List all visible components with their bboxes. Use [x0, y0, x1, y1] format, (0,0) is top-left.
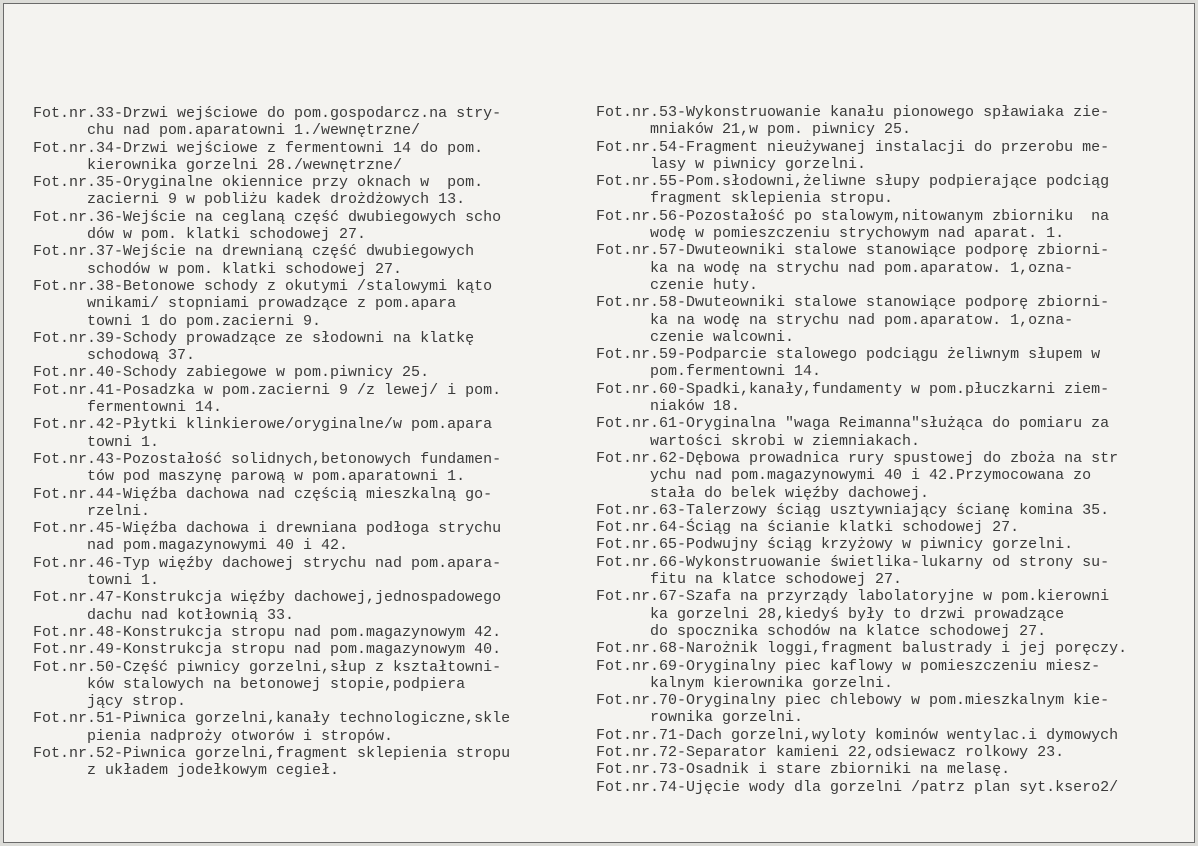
photo-entry	[33, 278, 593, 330]
entry-line: Fot.nr.39-Schody prowadzące ze słodowni na klatkę	[33, 329, 475, 347]
entry-line: Fot.nr.38-Betonowe schody z okutymi /stalowymi kąto	[33, 277, 493, 295]
entry-line: rzelni.	[33, 502, 151, 520]
typed-document-sheet	[3, 3, 1195, 843]
entry-line: ków stalowych na betonowej stopie,podpiera	[33, 675, 466, 693]
entry-line: Fot.nr.49-Konstrukcja stropu nad pom.magazynowym 40.	[33, 641, 502, 659]
entry-line: dachu nad kotłownią 33.	[33, 606, 295, 624]
entry-line: Fot.nr.46-Typ więźby dachowej strychu nad pom.apara-	[33, 554, 502, 572]
photo-entry	[596, 744, 1195, 761]
photo-entry	[596, 588, 1195, 640]
entry-line: Fot.nr.62-Dębowa prowadnica rury spustowej do zboża na str	[596, 449, 1119, 467]
entry-line: Fot.nr.70-Oryginalny piec chlebowy w pom.mieszkalnym kie-	[596, 692, 1110, 710]
entry-line: Fot.nr.55-Pom.słodowni,żeliwne słupy podpierające podciąg	[596, 173, 1110, 191]
entry-line: rownika gorzelni.	[596, 709, 804, 727]
entry-line: towni 1 do pom.zacierni 9.	[33, 312, 322, 330]
entry-line: mniaków 21,w pom. piwnicy 25.	[596, 121, 912, 139]
entry-line: wodę w pomieszczeniu strychowym nad aparat. 1.	[596, 225, 1065, 243]
entry-line: Fot.nr.41-Posadzka w pom.zacierni 9 /z lewej/ i pom.	[33, 381, 502, 399]
photo-entry	[33, 710, 593, 745]
photo-entry	[33, 745, 593, 780]
entry-line: wnikami/ stopniami prowadzące z pom.apara	[33, 295, 457, 313]
photo-entry	[596, 502, 1195, 519]
photo-entry	[596, 761, 1195, 778]
entry-line: Fot.nr.45-Więźba dachowa i drewniana podłoga strychu	[33, 520, 502, 538]
entry-line: Fot.nr.60-Spadki,kanały,fundamenty w pom.płuczkarni ziem-	[596, 380, 1110, 398]
photo-entry	[33, 330, 593, 365]
photo-entry	[596, 450, 1195, 502]
photo-entry	[33, 140, 593, 175]
entry-line: kierownika gorzelni 28./wewnętrzne/	[33, 156, 403, 174]
entry-line: towni 1.	[33, 572, 160, 590]
photo-entry	[33, 416, 593, 451]
photo-entry	[596, 692, 1195, 727]
entry-line: Fot.nr.42-Płytki klinkierowe/oryginalne/w pom.apara	[33, 416, 493, 434]
photo-entry	[596, 519, 1195, 536]
entry-line: pienia nadproży otworów i stropów.	[33, 727, 394, 745]
photo-entry	[33, 624, 593, 641]
photo-entry	[33, 105, 593, 140]
photo-entry	[596, 554, 1195, 589]
photo-entry	[596, 658, 1195, 693]
entry-line: lasy w piwnicy gorzelni.	[596, 155, 867, 173]
entry-line: Fot.nr.54-Fragment nieużywanej instalacji do przerobu me-	[596, 138, 1110, 156]
entry-line: Fot.nr.47-Konstrukcja więźby dachowej,jednospadowego	[33, 589, 502, 607]
entry-line: fitu na klatce schodowej 27.	[596, 571, 903, 589]
entry-line: Fot.nr.43-Pozostałość solidnych,betonowych fundamen-	[33, 450, 502, 468]
photo-entry	[596, 381, 1195, 416]
photo-entry	[33, 174, 593, 209]
entry-line: Fot.nr.65-Podwujny ściąg krzyżowy w piwnicy gorzelni.	[596, 536, 1074, 554]
entry-line: fermentowni 14.	[33, 399, 223, 417]
entry-line: Fot.nr.44-Więźba dachowa nad częścią mieszkalną go-	[33, 485, 493, 503]
entry-line: Fot.nr.69-Oryginalny piec kaflowy w pomieszczeniu miesz-	[596, 657, 1101, 675]
entry-line: Fot.nr.58-Dwuteowniki stalowe stanowiące podporę zbiorni-	[596, 294, 1110, 312]
entry-line: nad pom.magazynowymi 40 i 42.	[33, 537, 349, 555]
entry-line: niaków 18.	[596, 398, 741, 416]
entry-line: Fot.nr.35-Oryginalne okiennice przy oknach w pom.	[33, 174, 484, 192]
photo-entry	[33, 520, 593, 555]
photo-entry	[33, 641, 593, 658]
photo-entry	[596, 640, 1195, 657]
entry-line: ychu nad pom.magazynowymi 40 i 42.Przymocowana zo	[596, 467, 1092, 485]
entry-line: schodową 37.	[33, 347, 196, 365]
photo-entry	[33, 364, 593, 381]
entry-line: czenie walcowni.	[596, 328, 795, 346]
entry-line: Fot.nr.63-Talerzowy ściąg usztywniający ścianę komina 35.	[596, 501, 1110, 519]
entry-line: wartości skrobi w ziemniakach.	[596, 432, 921, 450]
entry-line: Fot.nr.68-Narożnik loggi,fragment balustrady i jej poręczy.	[596, 640, 1128, 658]
photo-entry	[596, 173, 1195, 208]
entry-line: zacierni 9 w pobliżu kadek drożdżowych 13.	[33, 191, 466, 209]
entry-line: Fot.nr.48-Konstrukcja stropu nad pom.magazynowym 42.	[33, 623, 502, 641]
entry-line: ka gorzelni 28,kiedyś były to drzwi prowadzące	[596, 605, 1065, 623]
entry-line: Fot.nr.33-Drzwi wejściowe do pom.gospodarcz.na stry-	[33, 105, 502, 122]
entry-line: czenie huty.	[596, 276, 759, 294]
photo-entry	[596, 104, 1195, 139]
entry-line: towni 1.	[33, 433, 160, 451]
entry-line: Fot.nr.66-Wykonstruowanie świetlika-lukarny od strony su-	[596, 553, 1110, 571]
photo-entry	[33, 243, 593, 278]
entry-line: jący strop.	[33, 693, 187, 711]
entry-line: z układem jodełkowym cegieł.	[33, 762, 340, 780]
entry-line: Fot.nr.53-Wykonstruowanie kanału pionowego spławiaka zie-	[596, 104, 1110, 121]
photo-entry	[33, 451, 593, 486]
entry-line: Fot.nr.73-Osadnik i stare zbiorniki na melasę.	[596, 761, 1011, 779]
entry-line: Fot.nr.74-Ujęcie wody dla gorzelni /patrz plan syt.ksero2/	[596, 778, 1119, 796]
entry-line: Fot.nr.59-Podparcie stalowego podciągu żeliwnym słupem w	[596, 346, 1101, 364]
entry-line: ka na wodę na strychu nad pom.aparatow. 1,ozna-	[596, 259, 1074, 277]
entry-line: Fot.nr.36-Wejście na ceglaną część dwubiegowych scho	[33, 208, 502, 226]
entry-line: dów w pom. klatki schodowej 27.	[33, 226, 367, 244]
entry-line: Fot.nr.71-Dach gorzelni,wyloty kominów wentylac.i dymowych	[596, 726, 1119, 744]
photo-entry	[596, 242, 1195, 294]
entry-line: stała do belek więźby dachowej.	[596, 484, 930, 502]
entry-line: Fot.nr.52-Piwnica gorzelni,fragment sklepienia stropu	[33, 744, 511, 762]
entry-line: Fot.nr.67-Szafa na przyrządy labolatoryjne w pom.kierowni	[596, 588, 1110, 606]
photo-entry	[596, 294, 1195, 346]
entry-line: kalnym kierownika gorzelni.	[596, 674, 894, 692]
entry-line: Fot.nr.40-Schody zabiegowe w pom.piwnicy 25.	[33, 364, 430, 382]
left-column	[33, 105, 593, 780]
photo-entry	[33, 209, 593, 244]
entry-line: Fot.nr.61-Oryginalna "waga Reimanna"służąca do pomiaru za	[596, 415, 1110, 433]
photo-entry	[33, 659, 593, 711]
photo-entry	[33, 555, 593, 590]
entry-line: ka na wodę na strychu nad pom.aparatow. 1,ozna-	[596, 311, 1074, 329]
entry-line: fragment sklepienia stropu.	[596, 190, 894, 208]
entry-line: Fot.nr.51-Piwnica gorzelni,kanały technologiczne,skle	[33, 710, 511, 728]
entry-line: pom.fermentowni 14.	[596, 363, 822, 381]
photo-entry	[596, 779, 1195, 796]
entry-line: tów pod maszynę parową w pom.aparatowni 1.	[33, 468, 466, 486]
photo-entry	[596, 208, 1195, 243]
entry-line: do spocznika schodów na klatce schodowej 27.	[596, 622, 1047, 640]
entry-line: Fot.nr.57-Dwuteowniki stalowe stanowiące podporę zbiorni-	[596, 242, 1110, 260]
entry-line: Fot.nr.34-Drzwi wejściowe z fermentowni 14 do pom.	[33, 139, 484, 157]
entry-line: Fot.nr.64-Ściąg na ścianie klatki schodowej 27.	[596, 519, 1020, 537]
entry-line: Fot.nr.72-Separator kamieni 22,odsiewacz rolkowy 23.	[596, 743, 1065, 761]
photo-entry	[596, 139, 1195, 174]
photo-entry	[596, 536, 1195, 553]
photo-entry	[33, 589, 593, 624]
photo-entry	[33, 486, 593, 521]
entry-line: chu nad pom.aparatowni 1./wewnętrzne/	[33, 122, 421, 140]
entry-line: schodów w pom. klatki schodowej 27.	[33, 260, 403, 278]
photo-entry	[596, 346, 1195, 381]
photo-entry	[596, 727, 1195, 744]
photo-entry	[596, 415, 1195, 450]
photo-entry	[33, 382, 593, 417]
entry-line: Fot.nr.56-Pozostałość po stalowym,nitowanym zbiorniku na	[596, 207, 1110, 225]
entry-line: Fot.nr.37-Wejście na drewnianą część dwubiegowych	[33, 243, 475, 261]
right-column	[596, 104, 1195, 796]
entry-line: Fot.nr.50-Część piwnicy gorzelni,słup z kształtowni-	[33, 658, 502, 676]
